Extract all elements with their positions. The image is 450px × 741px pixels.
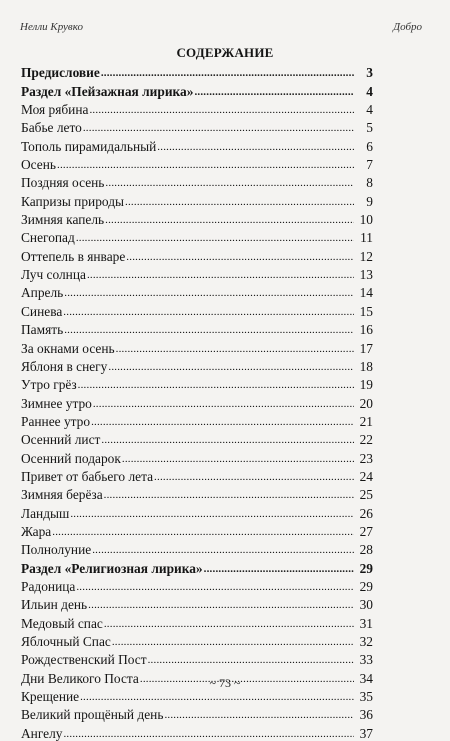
toc-entry-title: Осенний подарок xyxy=(21,450,121,466)
toc-row xyxy=(21,576,373,594)
page-title: СОДЕРЖАНИЕ xyxy=(176,45,274,60)
toc-entry-title: Утро грёз xyxy=(21,377,77,393)
toc-row xyxy=(21,447,373,465)
toc-page-number: 28 xyxy=(359,542,373,558)
dot-leader xyxy=(154,471,354,484)
dot-leader xyxy=(112,636,354,649)
toc-page-number: 4 xyxy=(366,102,373,118)
toc-page-number: 13 xyxy=(359,267,373,283)
toc-entry-title: Медовый спас xyxy=(21,615,103,631)
toc-page-number: 26 xyxy=(359,505,373,521)
toc-entry-title: Рождественский Пост xyxy=(21,652,147,668)
toc-entry-title: Яблоня в снегу xyxy=(21,358,108,374)
toc-page-number: 7 xyxy=(366,157,373,173)
table-of-contents xyxy=(21,62,373,741)
toc-page-number: 16 xyxy=(359,322,373,338)
dot-leader xyxy=(64,287,354,300)
dot-leader xyxy=(63,306,354,319)
toc-row xyxy=(21,539,373,557)
toc-entry-title: Раздел «Религиозная лирика» xyxy=(21,560,203,576)
dot-leader xyxy=(76,232,354,245)
toc-page-number: 11 xyxy=(360,230,373,246)
toc-page-number: 29 xyxy=(359,560,373,576)
toc-row xyxy=(21,392,373,410)
dot-leader xyxy=(104,618,354,631)
toc-entry-title: Ильин день xyxy=(21,597,88,613)
toc-row xyxy=(21,172,373,190)
toc-page-number: 25 xyxy=(359,487,373,503)
toc-entry-title: Раздел «Пейзажная лирика» xyxy=(21,83,194,99)
toc-row xyxy=(21,227,373,245)
toc-entry-title: Зимняя берёза xyxy=(21,487,103,503)
toc-row xyxy=(21,374,373,392)
toc-page-number: 30 xyxy=(359,597,373,613)
toc-page-number: 23 xyxy=(359,450,373,466)
toc-entry-title: Моя рябина xyxy=(21,102,89,118)
toc-row xyxy=(21,356,373,374)
toc-row xyxy=(21,209,373,227)
toc-section-row xyxy=(21,80,373,98)
dot-leader xyxy=(105,177,354,190)
dot-leader xyxy=(57,159,354,172)
toc-section-row xyxy=(21,557,373,575)
toc-page-number: 24 xyxy=(359,468,373,484)
toc-entry-title: За окнами осень xyxy=(21,340,115,356)
toc-page-number: 8 xyxy=(366,175,373,191)
dot-leader xyxy=(92,544,354,557)
toc-entry-title: Синева xyxy=(21,303,63,319)
toc-entry-title: Снегопад xyxy=(21,230,75,246)
toc-entry-title: Дни Великого Поста xyxy=(21,670,139,686)
dot-leader xyxy=(104,489,354,502)
toc-entry-title: Крещение xyxy=(21,689,80,705)
running-head xyxy=(20,21,422,33)
toc-row xyxy=(21,190,373,208)
toc-entry-title: Предисловие xyxy=(21,65,100,81)
toc-page-number: 19 xyxy=(359,377,373,393)
dot-leader xyxy=(122,453,354,466)
toc-page-number: 12 xyxy=(359,248,373,264)
dot-leader xyxy=(63,728,354,741)
dot-leader xyxy=(194,86,354,99)
toc-page-number: 35 xyxy=(359,689,373,705)
running-head-book-title: Добро xyxy=(393,21,422,33)
toc-entry-title: Поздняя осень xyxy=(21,175,105,191)
toc-page-number: 31 xyxy=(359,615,373,631)
dot-leader xyxy=(125,196,354,209)
toc-row xyxy=(21,484,373,502)
toc-row xyxy=(21,722,373,740)
toc-row xyxy=(21,429,373,447)
toc-page-number: 33 xyxy=(359,652,373,668)
toc-entry-title: Оттепель в январе xyxy=(21,248,126,264)
dot-leader xyxy=(105,214,354,227)
toc-row xyxy=(21,319,373,337)
toc-page-number: 20 xyxy=(359,395,373,411)
toc-page-number: 29 xyxy=(359,578,373,594)
toc-page-number: 9 xyxy=(366,193,373,209)
toc-entry-title: Яблочный Спас xyxy=(21,634,111,649)
toc-page-number: 34 xyxy=(359,670,373,686)
toc-page-number: 37 xyxy=(359,725,373,741)
toc-page-number: 27 xyxy=(359,523,373,539)
toc-row xyxy=(21,521,373,539)
toc-entry-title: Зимняя капель xyxy=(21,212,105,228)
dot-leader xyxy=(204,563,354,576)
toc-row xyxy=(21,411,373,429)
toc-row xyxy=(21,337,373,355)
toc-row xyxy=(21,300,373,318)
dot-leader xyxy=(87,269,354,282)
toc-entry-title: Луч солнца xyxy=(21,267,86,283)
dot-leader xyxy=(52,526,354,539)
toc-entry-title: Капризы природы xyxy=(21,193,125,209)
toc-entry-title: Тополь пирамидальный xyxy=(21,138,157,154)
dot-leader xyxy=(64,324,354,337)
dot-leader xyxy=(91,416,354,429)
toc-entry-title: Ангелу xyxy=(21,725,63,741)
toc-page-number: 6 xyxy=(366,138,373,154)
toc-entry-title: Жара xyxy=(21,523,52,539)
running-head-author: Нелли Крувко xyxy=(20,21,83,33)
toc-row xyxy=(21,99,373,117)
dot-leader xyxy=(78,379,354,392)
toc-entry-title: Полнолуние xyxy=(21,542,92,558)
dot-leader xyxy=(148,654,354,667)
toc-page-number: 3 xyxy=(366,65,373,81)
toc-entry-title: Радоница xyxy=(21,578,76,594)
dot-leader xyxy=(101,434,354,447)
toc-entry-title: Раннее утро xyxy=(21,413,91,429)
toc-page-number: 14 xyxy=(359,285,373,301)
dot-leader xyxy=(126,251,354,264)
toc-row xyxy=(21,135,373,153)
toc-row xyxy=(21,466,373,484)
dot-leader xyxy=(108,361,354,374)
toc-page-number: 36 xyxy=(359,707,373,723)
toc-page-number: 15 xyxy=(359,303,373,319)
toc-page-number: 10 xyxy=(359,212,373,228)
toc-page-number: 21 xyxy=(359,413,373,429)
dot-leader xyxy=(116,343,354,356)
toc-entry-title: Бабье лето xyxy=(21,120,82,136)
toc-page-number: 5 xyxy=(366,120,373,136)
toc-page-number: 18 xyxy=(359,358,373,374)
dot-leader xyxy=(164,709,354,722)
toc-page-number: 22 xyxy=(359,432,373,448)
dot-leader xyxy=(93,398,354,411)
toc-row xyxy=(21,245,373,263)
dot-leader xyxy=(83,122,354,135)
dot-leader xyxy=(89,104,354,117)
toc-row xyxy=(21,594,373,612)
dot-leader xyxy=(88,599,354,612)
toc-row xyxy=(21,631,373,649)
toc-row xyxy=(21,282,373,300)
toc-row xyxy=(21,612,373,630)
toc-page-number: 32 xyxy=(359,634,373,649)
dot-leader xyxy=(76,581,354,594)
toc-entry-title: Осенний лист xyxy=(21,432,101,448)
toc-row xyxy=(21,154,373,172)
toc-row xyxy=(21,502,373,520)
dot-leader xyxy=(80,691,354,704)
toc-page-number: 17 xyxy=(359,340,373,356)
dot-leader xyxy=(101,67,354,80)
toc-entry-title: Ландыш xyxy=(21,505,70,521)
toc-entry-title: Зимнее утро xyxy=(21,395,92,411)
toc-entry-title: Великий прощёный день xyxy=(21,707,164,723)
toc-row xyxy=(21,117,373,135)
page-number: ~ 73 ~ xyxy=(209,676,241,690)
dot-leader xyxy=(157,141,354,154)
toc-entry-title: Память xyxy=(21,322,64,338)
toc-entry-title: Привет от бабьего лета xyxy=(21,468,154,484)
dot-leader xyxy=(70,508,354,521)
toc-entry-title: Апрель xyxy=(21,285,64,301)
toc-section-row xyxy=(21,62,373,80)
toc-entry-title: Осень xyxy=(21,157,56,173)
toc-row xyxy=(21,264,373,282)
toc-page-number: 4 xyxy=(366,83,373,99)
toc-row xyxy=(21,649,373,667)
